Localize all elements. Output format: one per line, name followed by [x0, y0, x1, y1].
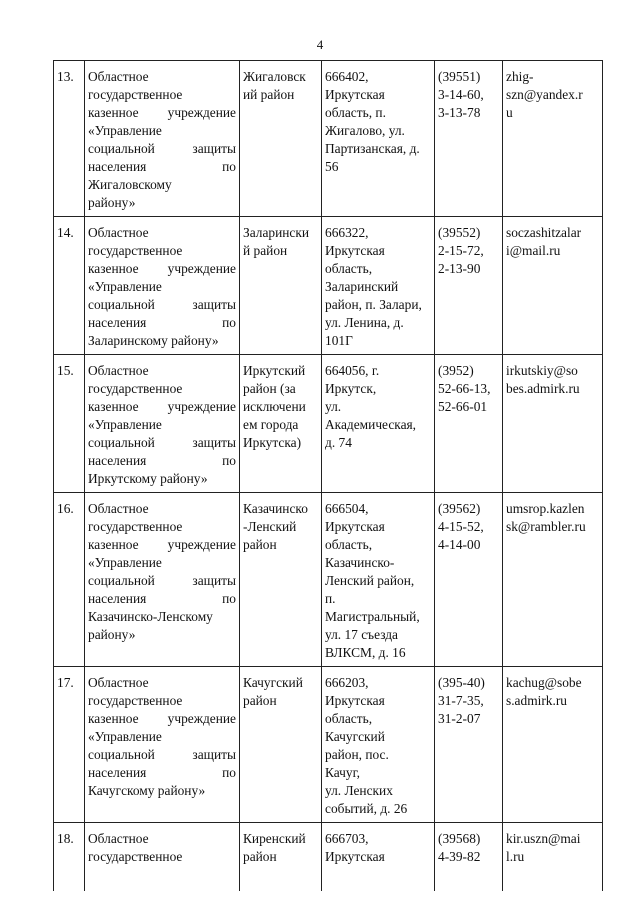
address-line: Качуг,: [325, 765, 360, 780]
address-line: ул. Ленских: [325, 783, 393, 798]
institution-name-line: населения по: [88, 159, 236, 174]
email-line: i@mail.ru: [506, 243, 561, 258]
district-cell: [240, 493, 322, 667]
address-cell: [322, 823, 435, 892]
institution-name-line: Областное: [88, 501, 149, 516]
row-number-cell: [54, 493, 85, 667]
address-line: 666703,: [325, 831, 369, 846]
row-number: 13.: [57, 69, 74, 84]
address-line: Качугский: [325, 729, 385, 744]
district-line: Иркутска): [243, 435, 302, 450]
address-cell: [322, 667, 435, 823]
institution-name-line: государственное: [88, 693, 183, 708]
district-line: район: [243, 849, 277, 864]
address-line: район, пос.: [325, 747, 389, 762]
institution-name-line: социальной защиты: [88, 573, 236, 588]
address-line: 666322,: [325, 225, 369, 240]
email-line: bes.admirk.ru: [506, 381, 580, 396]
row-number-cell: [54, 217, 85, 355]
institution-name-line: Областное: [88, 363, 149, 378]
institution-name-line: населения по: [88, 453, 236, 468]
address-line: Иркутская: [325, 849, 385, 864]
phone-line: 2-15-72,: [438, 243, 484, 258]
address-line: Иркутская: [325, 693, 385, 708]
phone-line: (395-40): [438, 675, 485, 690]
page-number: 4: [316, 37, 324, 52]
district-line: район: [243, 537, 277, 552]
district-cell: [240, 667, 322, 823]
table-row: [54, 61, 603, 217]
table-row: [54, 355, 603, 493]
institution-name-line: «Управление: [88, 555, 162, 570]
institution-name-line: Качугскому району»: [88, 783, 206, 798]
institution-name-line: населения по: [88, 591, 236, 606]
institution-name-line: «Управление: [88, 123, 162, 138]
phone-line: 2-13-90: [438, 261, 481, 276]
address-line: событий, д. 26: [325, 801, 408, 816]
phone-line: 52-66-01: [438, 399, 488, 414]
institution-name-line: казенное учреждение: [88, 399, 236, 414]
institution-name-line: «Управление: [88, 417, 162, 432]
district-line: ем города: [243, 417, 299, 432]
address-line: ул. Ленина, д.: [325, 315, 404, 330]
address-line: Жигалово, ул.: [325, 123, 405, 138]
phone-cell: [435, 61, 503, 217]
address-cell: [322, 355, 435, 493]
address-line: Иркутск,: [325, 381, 377, 396]
address-line: Магистральный,: [325, 609, 420, 624]
address-line: Академическая,: [325, 417, 417, 432]
district-line: район: [243, 693, 277, 708]
address-line: 666504,: [325, 501, 369, 516]
institution-name-line: казенное учреждение: [88, 537, 236, 552]
email-line: kir.uszn@mai: [506, 831, 581, 846]
institution-name-cell: [85, 823, 240, 892]
address-line: 666402,: [325, 69, 369, 84]
district-cell: [240, 823, 322, 892]
institution-name-line: району»: [88, 195, 136, 210]
phone-cell: [435, 355, 503, 493]
email-line: u: [506, 105, 513, 120]
phone-line: (39562): [438, 501, 481, 516]
phone-line: (39551): [438, 69, 481, 84]
district-cell: [240, 355, 322, 493]
address-line: область,: [325, 537, 373, 552]
institution-name-cell: [85, 355, 240, 493]
row-number: 16.: [57, 501, 74, 516]
institution-name-cell: [85, 217, 240, 355]
district-line: Киренский: [243, 831, 306, 846]
district-line: -Ленский: [243, 519, 297, 534]
row-number: 17.: [57, 675, 74, 690]
phone-line: (39568): [438, 831, 481, 846]
table-body: [54, 61, 603, 892]
address-line: Казачинско-: [325, 555, 395, 570]
phone-cell: [435, 823, 503, 892]
address-line: Партизанская, д.: [325, 141, 420, 156]
institution-name-cell: [85, 493, 240, 667]
institution-name-line: государственное: [88, 87, 183, 102]
address-cell: [322, 493, 435, 667]
address-cell: [322, 217, 435, 355]
institution-name-line: району»: [88, 627, 136, 642]
institution-name-line: населения по: [88, 315, 236, 330]
district-line: Казачинско: [243, 501, 308, 516]
row-number-cell: [54, 667, 85, 823]
institution-name-line: государственное: [88, 243, 183, 258]
address-line: Иркутская: [325, 519, 385, 534]
email-line: s.admirk.ru: [506, 693, 567, 708]
institution-name-line: «Управление: [88, 729, 162, 744]
institution-name-line: Областное: [88, 675, 149, 690]
phone-line: 52-66-13,: [438, 381, 491, 396]
email-line: kachug@sobe: [506, 675, 582, 690]
institution-name-line: Жигаловскому: [88, 177, 172, 192]
address-line: 664056, г.: [325, 363, 380, 378]
institution-name-line: государственное: [88, 849, 183, 864]
address-line: 666203,: [325, 675, 369, 690]
table-row: [54, 667, 603, 823]
district-line: ий район: [243, 87, 295, 102]
address-line: Ленский район,: [325, 573, 415, 588]
district-line: Качугский: [243, 675, 303, 690]
phone-cell: [435, 217, 503, 355]
email-cell: [503, 823, 603, 892]
email-line: soczashitzalar: [506, 225, 582, 240]
address-line: Иркутская: [325, 243, 385, 258]
email-cell: [503, 493, 603, 667]
institution-name-line: Иркутскому району»: [88, 471, 208, 486]
phone-line: 4-14-00: [438, 537, 481, 552]
institution-name-line: Казачинско-Ленскому: [88, 609, 213, 624]
address-line: 101Г: [325, 333, 353, 348]
institution-name-line: Областное: [88, 831, 149, 846]
address-line: Заларинский: [325, 279, 399, 294]
institution-name-line: казенное учреждение: [88, 105, 236, 120]
district-line: й район: [243, 243, 288, 258]
address-line: п.: [325, 591, 336, 606]
institution-name-line: социальной защиты: [88, 435, 236, 450]
district-line: исключени: [243, 399, 306, 414]
email-cell: [503, 667, 603, 823]
table-row: [54, 217, 603, 355]
district-line: Жигаловск: [243, 69, 306, 84]
row-number: 15.: [57, 363, 74, 378]
institution-name-cell: [85, 61, 240, 217]
address-line: 56: [325, 159, 339, 174]
institution-name-line: Областное: [88, 69, 149, 84]
address-cell: [322, 61, 435, 217]
institution-name-line: социальной защиты: [88, 297, 236, 312]
address-line: д. 74: [325, 435, 352, 450]
row-number: 18.: [57, 831, 74, 846]
address-line: область,: [325, 711, 373, 726]
phone-line: 4-39-82: [438, 849, 481, 864]
row-number-cell: [54, 61, 85, 217]
institution-name-line: Заларинскому району»: [88, 333, 219, 348]
district-line: Иркутский: [243, 363, 306, 378]
address-line: область,: [325, 261, 373, 276]
email-line: l.ru: [506, 849, 525, 864]
table-row: [54, 823, 603, 892]
row-number-cell: [54, 355, 85, 493]
address-line: Иркутская: [325, 87, 385, 102]
email-line: zhig-: [506, 69, 534, 84]
address-line: область, п.: [325, 105, 386, 120]
email-cell: [503, 217, 603, 355]
phone-line: (39552): [438, 225, 481, 240]
institutions-table: [53, 60, 603, 891]
district-cell: [240, 217, 322, 355]
address-line: ВЛКСМ, д. 16: [325, 645, 406, 660]
institution-name-line: Областное: [88, 225, 149, 240]
institution-name-cell: [85, 667, 240, 823]
institution-name-line: казенное учреждение: [88, 261, 236, 276]
district-line: Заларински: [243, 225, 310, 240]
row-number: 14.: [57, 225, 74, 240]
email-line: sk@rambler.ru: [506, 519, 586, 534]
email-line: szn@yandex.r: [506, 87, 583, 102]
district-line: район (за: [243, 381, 296, 396]
address-line: ул.: [325, 399, 342, 414]
email-cell: [503, 355, 603, 493]
institution-name-line: социальной защиты: [88, 141, 236, 156]
institution-name-line: населения по: [88, 765, 236, 780]
institution-name-line: государственное: [88, 381, 183, 396]
phone-cell: [435, 667, 503, 823]
district-cell: [240, 61, 322, 217]
phone-line: (3952): [438, 363, 474, 378]
institution-name-line: казенное учреждение: [88, 711, 236, 726]
table-row: [54, 493, 603, 667]
address-line: район, п. Залари,: [325, 297, 422, 312]
phone-line: 3-13-78: [438, 105, 481, 120]
phone-line: 31-2-07: [438, 711, 481, 726]
institution-name-line: государственное: [88, 519, 183, 534]
phone-line: 31-7-35,: [438, 693, 484, 708]
email-line: irkutskiy@so: [506, 363, 578, 378]
institution-name-line: «Управление: [88, 279, 162, 294]
phone-line: 3-14-60,: [438, 87, 484, 102]
phone-line: 4-15-52,: [438, 519, 484, 534]
row-number-cell: [54, 823, 85, 892]
institution-name-line: социальной защиты: [88, 747, 236, 762]
email-line: umsrop.kazlen: [506, 501, 585, 516]
email-cell: [503, 61, 603, 217]
address-line: ул. 17 съезда: [325, 627, 399, 642]
phone-cell: [435, 493, 503, 667]
